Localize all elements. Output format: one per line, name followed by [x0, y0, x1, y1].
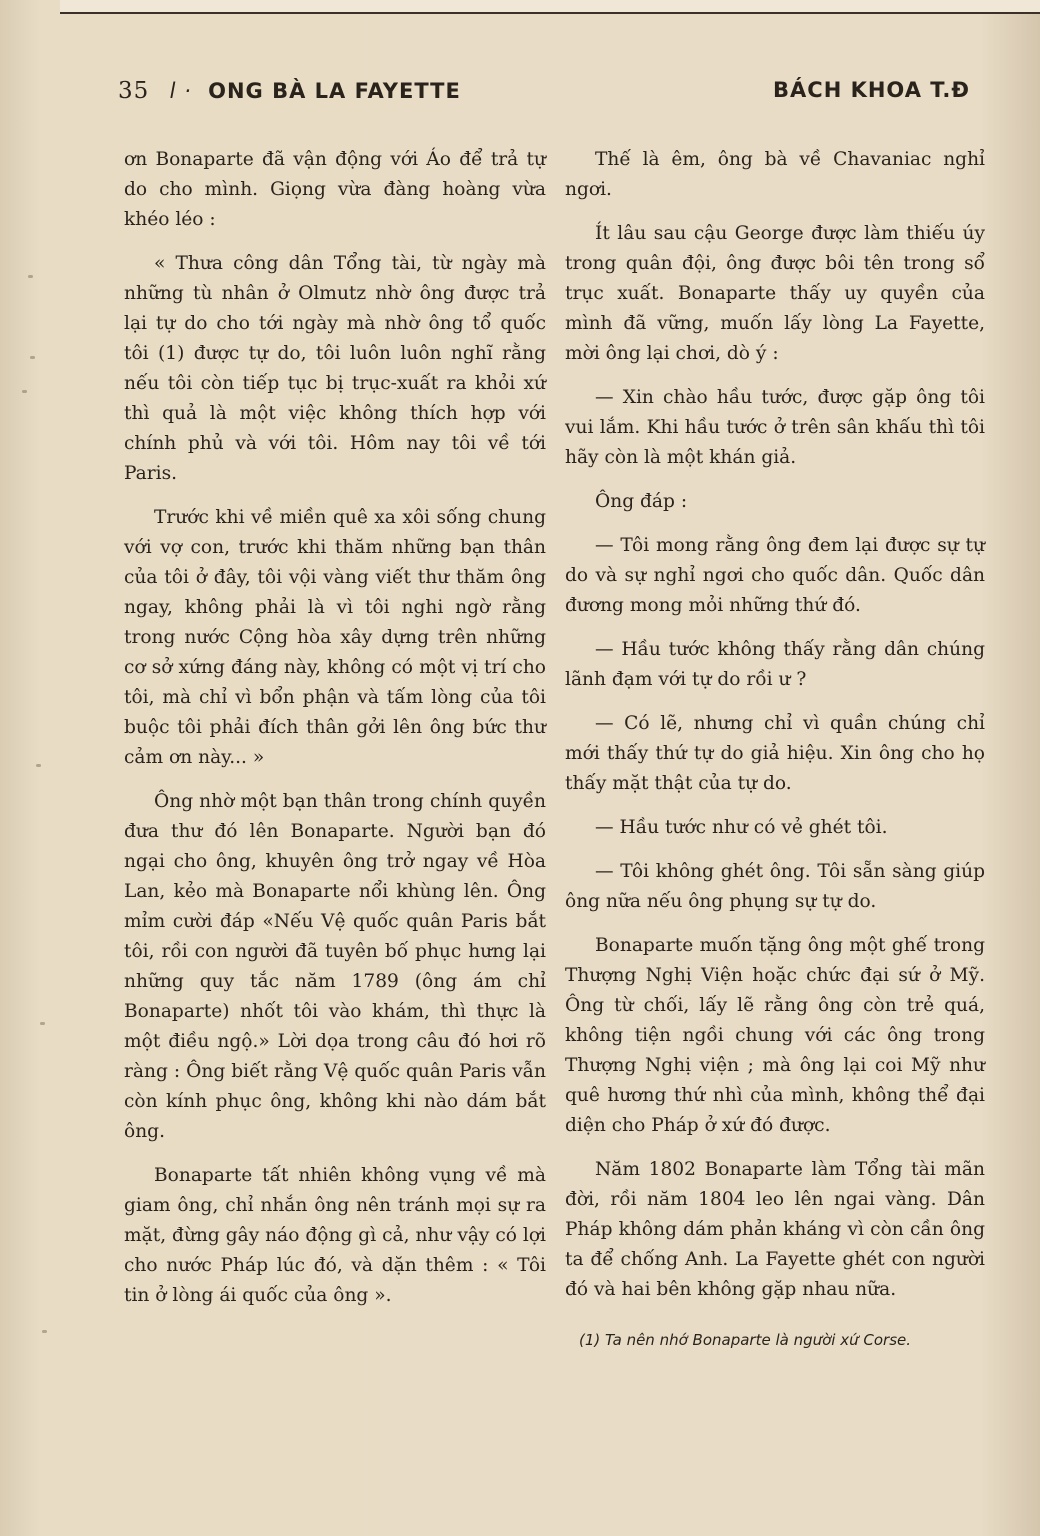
dialogue-line: — Tôi mong rằng ông đem lại được sự tự do và sự nghỉ ngơi cho quốc dân. Quốc dân đương mong mỏi những thứ đó. [565, 535, 985, 616]
dialogue-line: — Hầu tước không thấy rằng dân chúng lãnh đạm với tự do rồi ư ? [565, 639, 985, 690]
header-separator: l · [169, 79, 192, 103]
paper-speck [30, 356, 35, 359]
dialogue-line: — Có lẽ, nhưng chỉ vì quần chúng chỉ mới thấy thứ tự do giả hiệu. Xin ông cho họ thấy mặt thật của tự do. [565, 713, 985, 794]
left-column [124, 145, 546, 1325]
paragraph: Trước khi về miền quê xa xôi sống chung với vợ con, trước khi thăm những bạn thân của tôi ở đây, tôi vội vàng viết thư thăm ông ngay, không phải là vì tôi nghi ngờ rằng trong nước Cộng hòa xây dựng trên những cơ sở xứng đáng này, không có một vị trí cho tôi, mà chỉ vì bổn phận và tấm lòng của tôi buộc tôi phải đích thân gởi lên ông bức thư cảm ơn này... » [124, 507, 546, 768]
right-column [565, 145, 985, 1353]
paper-speck [36, 764, 41, 767]
article-title: ONG BÀ LA FAYETTE [208, 79, 461, 103]
paragraph: ơn Bonaparte đã vận động với Áo để trả tự do cho mình. Giọng vừa đàng hoàng vừa khéo léo : [124, 149, 546, 230]
paragraph: Thế là êm, ông bà về Chavaniac nghỉ ngơi. [565, 149, 985, 200]
footnote: (1) Ta nên nhớ Bonaparte là người xứ Corse. [579, 1331, 912, 1349]
paper-speck [40, 1022, 45, 1025]
paragraph: Ít lâu sau cậu George được làm thiếu úy trong quân đội, ông được bôi tên trong sổ trục xuất. Bonaparte thấy uy quyền của mình đã vững, muốn lấy lòng La Fayette, mời ông lại chơi, dò ý : [565, 223, 985, 364]
paragraph: Bonaparte muốn tặng ông một ghế trong Thượng Nghị Viện hoặc chức đại sứ ở Mỹ. Ông từ chối, lấy lẽ rằng ông còn trẻ quá, không tiện ngồi chung với các ông trong Thượng Nghị viện ; mà ông lại coi Mỹ như quê hương thứ nhì của mình, không thể đại diện cho Pháp ở xứ đó được. [565, 935, 985, 1136]
paper-speck [28, 275, 33, 278]
paragraph: « Thưa công dân Tổng tài, từ ngày mà những tù nhân ở Olmutz nhờ ông được trả lại tự do cho tới ngày mà nhờ ông tổ quốc tôi (1) được tự do, tôi luôn luôn nghĩ rằng nếu tôi còn tiếp tục bị trục-xuất ra khỏi xứ thì quả là một việc không thích hợp với chính phủ và với tôi. Hôm nay tôi về tới Paris. [124, 253, 546, 484]
paper-speck [22, 390, 27, 393]
running-header [118, 78, 970, 110]
header-left [118, 78, 461, 104]
paper-speck [42, 1330, 47, 1333]
publication-name: BÁCH KHOA T.Đ [773, 78, 970, 102]
paragraph: Ông nhờ một bạn thân trong chính quyền đưa thư đó lên Bonaparte. Người bạn đó ngại cho ông, khuyên ông trở ngay về Hòa Lan, kẻo mà Bonaparte nổi khùng lên. Ông mỉm cười đáp «Nếu Vệ quốc quân Paris bắt tôi, rồi con người đã tuyên bố phục hưng lại những quy tắc năm 1789 (ông ám chỉ Bonaparte) nhốt tôi vào khám, thì thực là một điều ngộ.» Lời dọa trong câu đó hơi rõ ràng : Ông biết rằng Vệ quốc quân Paris vẫn còn kính phục ông, không khi nào dám bắt ông. [124, 791, 546, 1142]
page-top-edge [60, 0, 1040, 14]
dialogue-line: — Hầu tước như có vẻ ghét tôi. [595, 817, 888, 838]
page-number: 35 [118, 78, 150, 104]
dialogue-line: — Xin chào hầu tước, được gặp ông tôi vui lắm. Khi hầu tước ở trên sân khấu thì tôi hãy còn là một khán giả. [565, 387, 985, 468]
paragraph: Bonaparte tất nhiên không vụng về mà giam ông, chỉ nhắn ông nên tránh mọi sự ra mặt, đừng gây náo động gì cả, như vậy có lợi cho nước Pháp lúc đó, và dặn thêm : « Tôi tin ở lòng ái quốc của ông ». [124, 1165, 546, 1306]
paragraph: Năm 1802 Bonaparte làm Tổng tài mãn đời, rồi năm 1804 leo lên ngai vàng. Dân Pháp không dám phản kháng vì còn cần ông ta để chống Anh. La Fayette ghét con người đó và hai bên không gặp nhau nữa. [565, 1159, 985, 1300]
paragraph: Ông đáp : [595, 491, 688, 512]
dialogue-line: — Tôi không ghét ông. Tôi sẵn sàng giúp ông nữa nếu ông phụng sự tự do. [565, 861, 985, 912]
